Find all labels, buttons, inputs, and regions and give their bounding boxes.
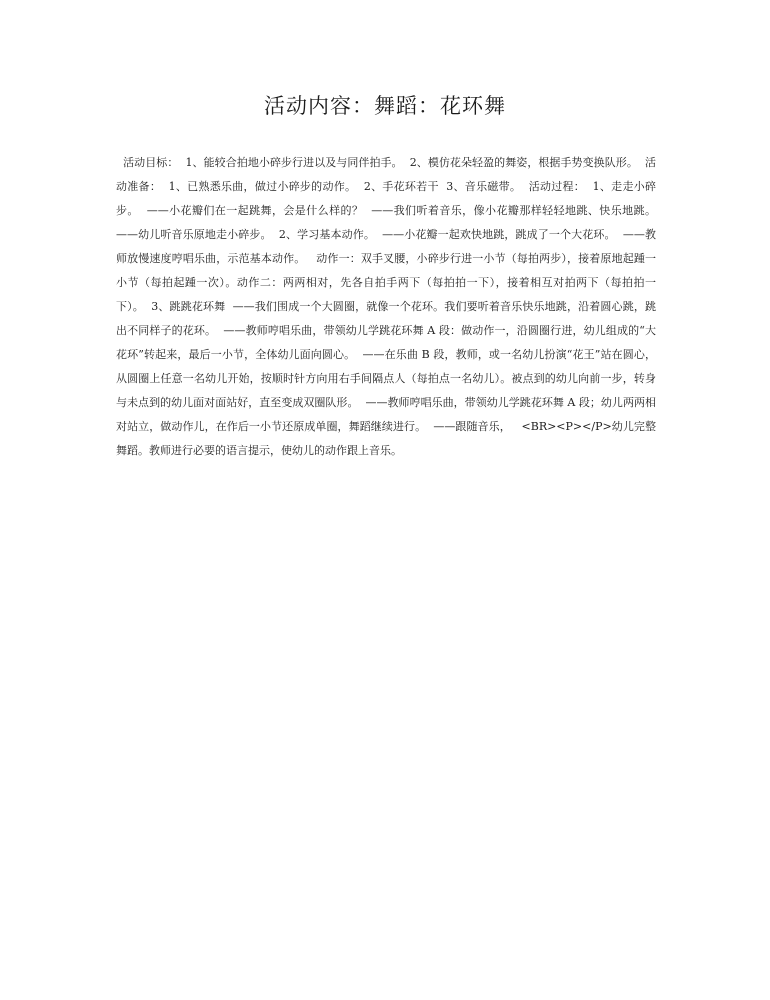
page-title: 活动内容：舞蹈：花环舞 — [264, 94, 506, 118]
body-paragraph: 活动目标： 1、能较合拍地小碎步行进以及与同伴拍手。 2、模仿花朵轻盈的舞姿，根据手势变换队形。 活动准备： 1、已熟悉乐曲，做过小碎步的动作。 2、手花环若干 3、音乐磁带。 活动过程： 1、走走小碎步。 ——小花瓣们在一起跳舞，会是什么样的？ ——我们听着音乐，像小花瓣那样轻轻地跳、快乐地跳。 ——幼儿听音乐原地走小碎步。 2、学习基本动作。 ——小花瓣一起欢快地跳，跳成了一个大花环。 ——教师放慢速度哼唱乐曲，示范基本动作。 动作一：双手叉腰，小碎步行进一小节（每拍两步），接着原地起踵一小节（每拍起踵一次）。动作二：两两相对，先各自拍手两下（每拍拍一下），接着相互对拍两下（每拍拍一下）。 3、跳跳花环舞 ——我们围成一个大圆圈，就像一个花环。我们要听着音乐快乐地跳，沿着圆心跳，跳出不同样子的花环。 ——教师哼唱乐曲，带领幼儿学跳花环舞 A 段：做动作一，沿圆圈行进，幼儿组成的“大花环”转起来，最后一小节，全体幼儿面向圆心。 ——在乐曲 B 段，教师，或一名幼儿扮演“花王”站在圆心，从圆圈上任意一名幼儿开始，按顺时针方向用右手间隔点人（每拍点一名幼儿）。被点到的幼儿向前一步，转身与未点到的幼儿面对面站好，直至变成双圈队形。 ——教师哼唱乐曲，带领幼儿学跳花环舞 A 段；幼儿两两相对站立，做动作儿，在作后一小节还原成单圈，舞蹈继续进行。 ——跟随音乐， <BR><P></P>幼儿完整舞蹈。教师进行必要的语言提示，使幼儿的动作跟上音乐。 — [116, 156, 663, 457]
